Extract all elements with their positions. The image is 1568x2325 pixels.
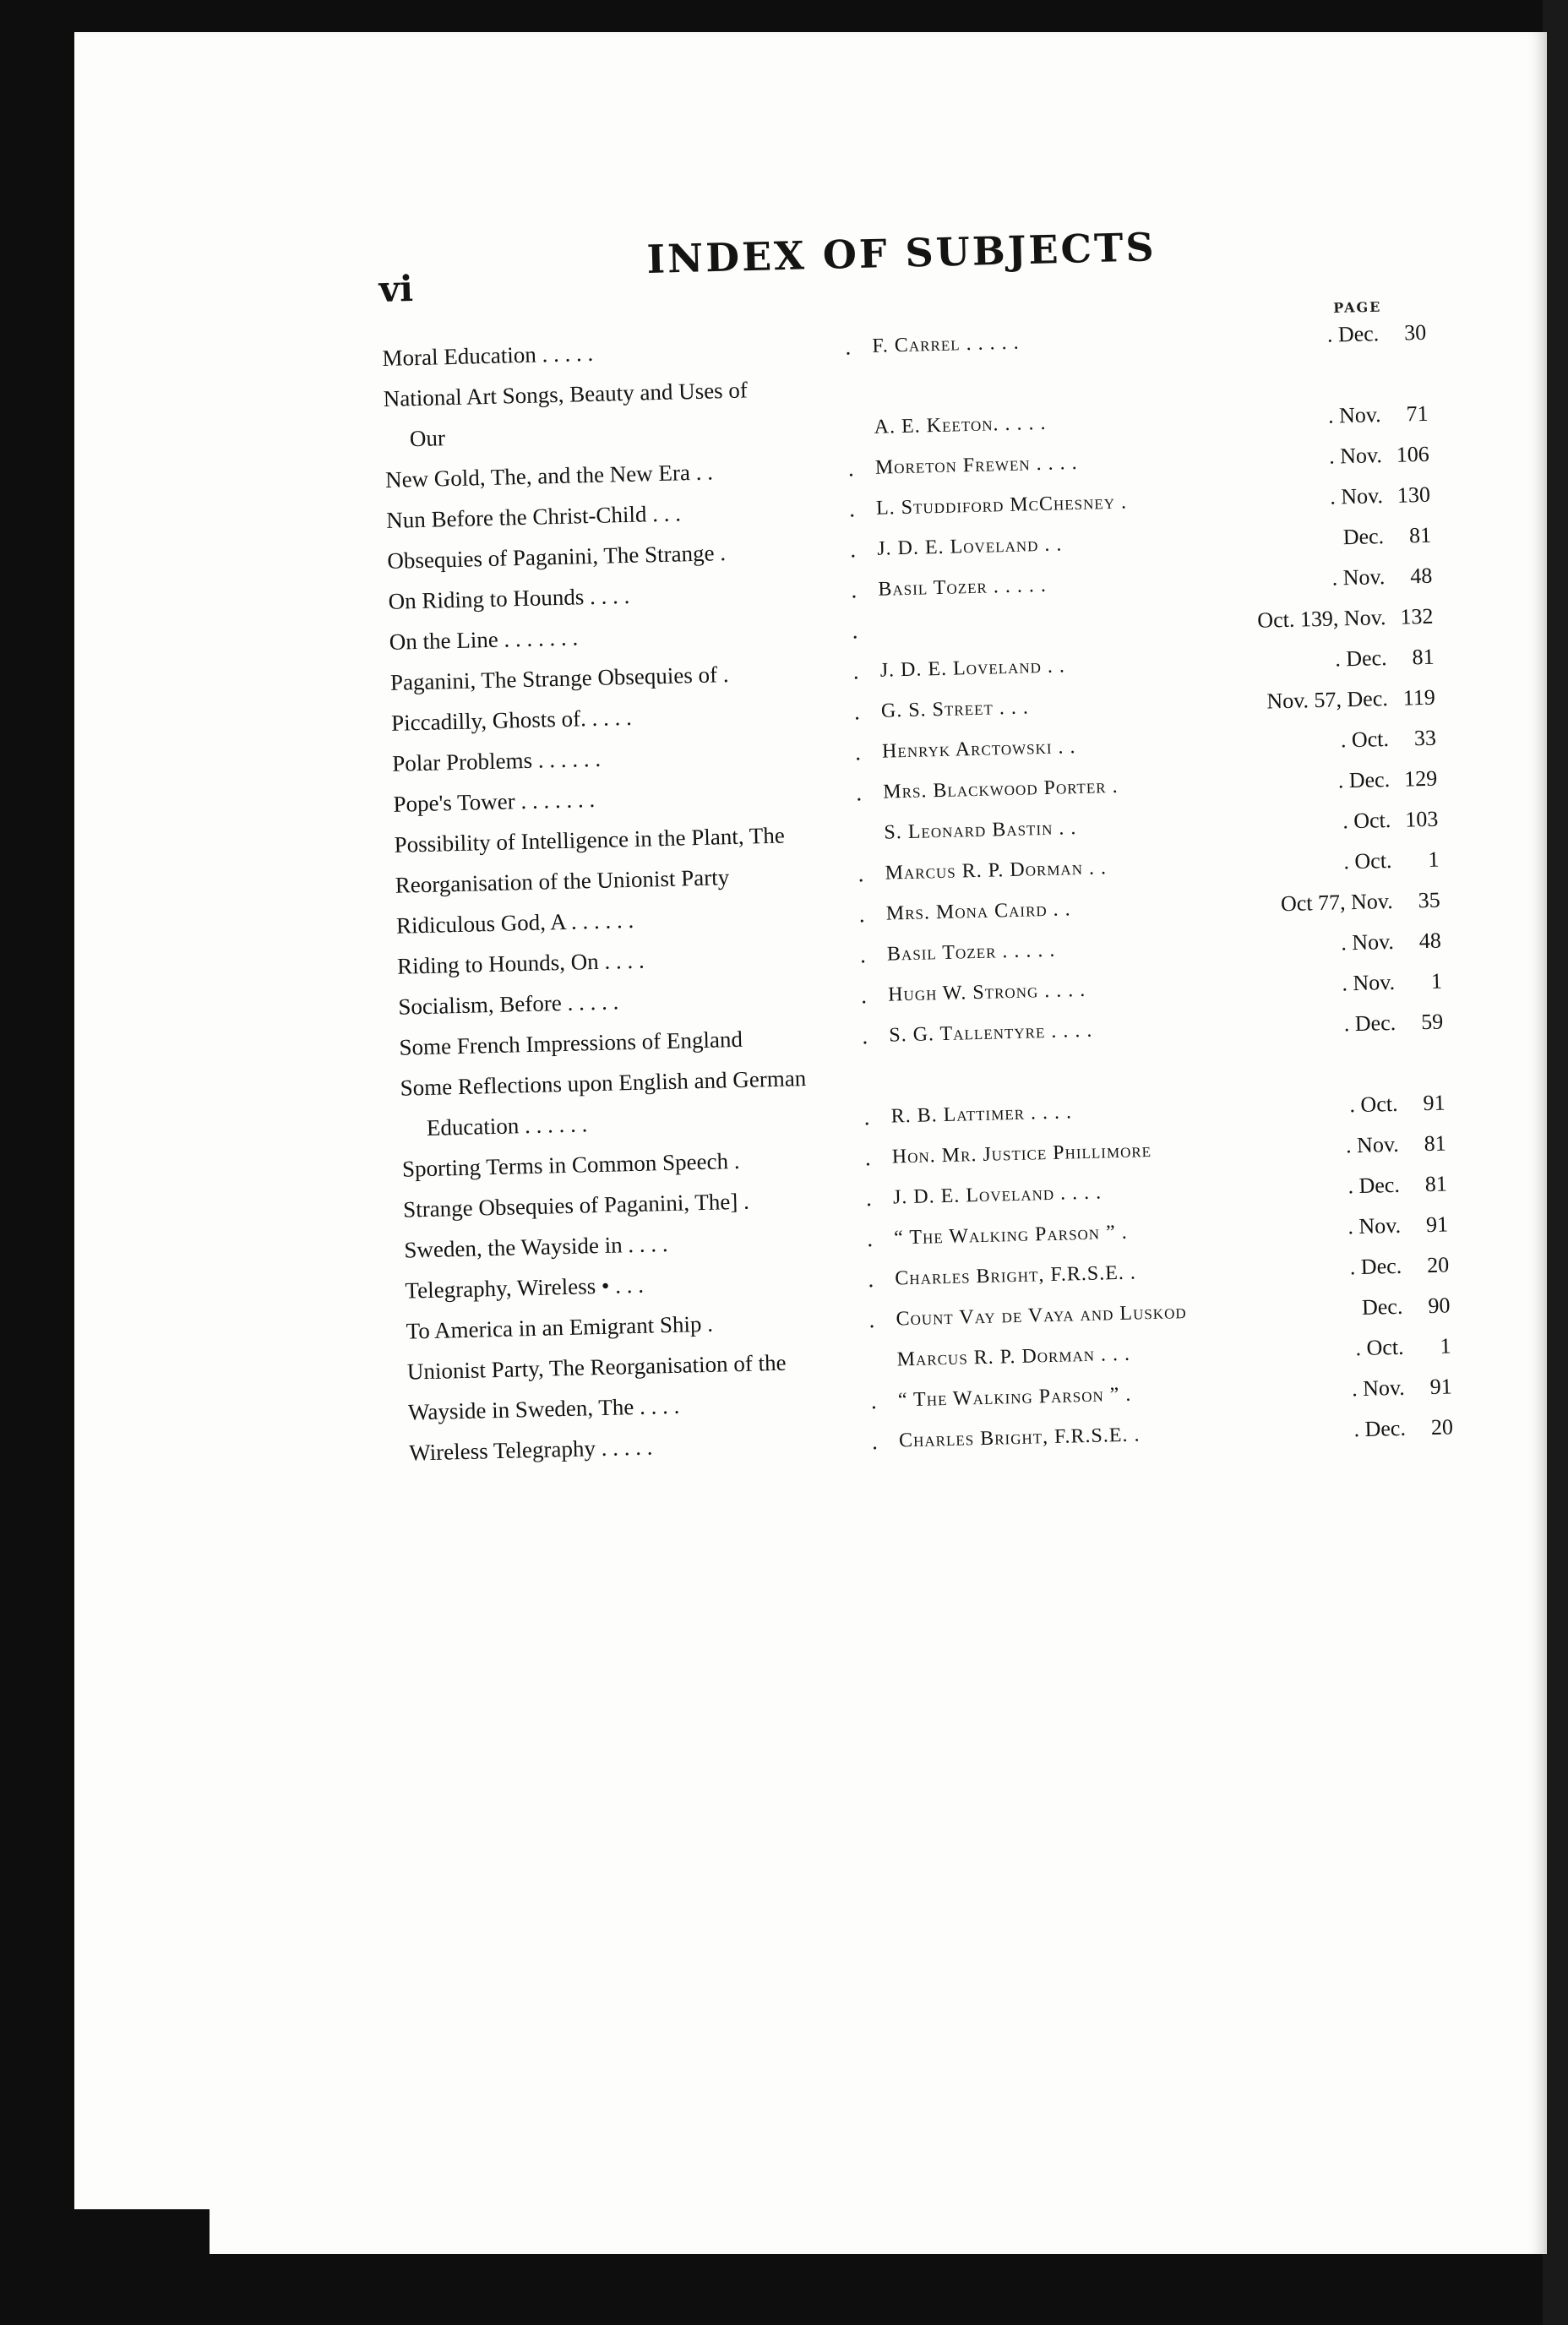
entry-author: “ The Walking Parson ” .: [893, 1221, 1128, 1250]
entry-subject-line: On Riding to Hounds . . . .: [388, 582, 630, 614]
page-folio: vi: [378, 268, 414, 310]
entry-subject-line: Obsequies of Paganini, The Strange .: [387, 540, 727, 574]
entry-issue-date: . Oct.: [1343, 847, 1392, 874]
entry-author: F. Carrel . . . . .: [872, 331, 1020, 357]
entry-leader-dot: .: [851, 577, 858, 603]
entry-author: Mrs. Mona Caird . .: [885, 898, 1071, 925]
entry-subject-line: Unionist Party, The Reorganisation of the: [406, 1349, 787, 1385]
entry-leader-dot: .: [855, 780, 863, 806]
entry-issue-date: . Nov.: [1331, 564, 1386, 591]
entry-page-number: 35: [1418, 887, 1440, 913]
entry-issue-date: . Nov.: [1329, 483, 1384, 509]
entry-page-number: 20: [1430, 1414, 1454, 1440]
entry-subject-line: Polar Problems . . . . . .: [391, 745, 602, 776]
entry-leader-dot: .: [848, 496, 856, 522]
entry-issue-date: . Oct.: [1340, 727, 1390, 753]
entry-author: S. Leonard Bastin . .: [884, 817, 1077, 844]
entry-subject-line: Some French Impressions of England: [399, 1026, 743, 1060]
entry-leader-dot: .: [860, 983, 868, 1009]
entry-issue-date: . Nov.: [1327, 402, 1381, 428]
entry-leader-dot: .: [852, 618, 858, 644]
entry-issue-date: . Nov.: [1345, 1131, 1400, 1158]
scan-corner-shadow: [74, 2209, 210, 2260]
entry-author: Hugh W. Strong . . . .: [887, 978, 1086, 1006]
entry-page-number: 129: [1403, 765, 1438, 792]
entry-leader-dot: .: [858, 901, 865, 928]
entry-subject-continuation: Education . . . . . .: [426, 1111, 588, 1141]
entry-page-number: 91: [1425, 1212, 1449, 1238]
entry-subject-line: Ridiculous God, A . . . . . .: [395, 907, 634, 939]
entry-page-number: 106: [1396, 441, 1430, 467]
entry-subject-line: Sporting Terms in Common Speech .: [401, 1147, 740, 1182]
entry-issue-date: Oct 77, Nov.: [1280, 888, 1393, 917]
entry-issue-date: . Dec.: [1337, 767, 1391, 793]
entry-issue-date: . Nov.: [1328, 443, 1383, 469]
entry-issue-date: Dec.: [1342, 524, 1385, 550]
entry-subject-line: Socialism, Before . . . . .: [397, 988, 619, 1020]
entry-author: Henryk Arctowski . .: [881, 736, 1076, 763]
entry-page-number: 1: [1428, 847, 1440, 872]
entry-issue-date: . Dec.: [1348, 1172, 1401, 1199]
entry-issue-date: . Dec.: [1349, 1253, 1402, 1280]
entry-subject-line: Pope's Tower . . . . . . .: [393, 787, 596, 817]
index-list: [382, 312, 1465, 1473]
entry-leader-dot: .: [858, 861, 864, 887]
entry-page-number: 20: [1426, 1252, 1450, 1278]
entry-page-number: 103: [1404, 806, 1439, 832]
entry-subject-line: Nun Before the Christ-Child . . .: [385, 500, 682, 533]
entry-author: A. E. Keeton. . . . .: [874, 411, 1047, 438]
entry-leader-dot: .: [845, 334, 852, 360]
entry-issue-date: . Nov.: [1348, 1212, 1402, 1239]
entry-author: “ The Walking Parson ” .: [897, 1383, 1132, 1412]
entry-subject-line: Some Reflections upon English and German: [400, 1064, 807, 1101]
entry-author: Moreton Frewen . . . .: [874, 451, 1078, 479]
entry-author: S. G. Tallentyre . . . .: [889, 1019, 1093, 1047]
entry-leader-dot: .: [853, 699, 861, 725]
entry-leader-dot: .: [847, 455, 855, 482]
entry-subject-line: Wireless Telegraphy . . . . .: [408, 1434, 653, 1466]
entry-page-number: 48: [1409, 563, 1433, 589]
entry-leader-dot: .: [859, 942, 867, 968]
entry-issue-date: . Nov.: [1340, 928, 1395, 956]
entry-author: R. B. Lattimer . . . .: [890, 1101, 1073, 1128]
entry-page-number: 59: [1420, 1009, 1444, 1035]
entry-subject-line: Reorganisation of the Unionist Party: [395, 864, 730, 898]
entry-subject-line: New Gold, The, and the New Era . .: [384, 459, 714, 493]
entry-leader-dot: .: [864, 1145, 871, 1171]
entry-author: Count Vay de Vaya and Luskod: [896, 1301, 1187, 1331]
entry-leader-dot: .: [868, 1307, 875, 1333]
entry-subject-line: Sweden, the Wayside in . . . .: [404, 1231, 668, 1263]
entry-page-number: 90: [1428, 1293, 1451, 1319]
entry-page-number: 91: [1429, 1374, 1453, 1400]
entry-issue-date: Oct. 139, Nov.: [1256, 605, 1386, 633]
entry-author: Hon. Mr. Justice Phillimore: [891, 1140, 1152, 1168]
entry-issue-date: . Oct.: [1342, 807, 1391, 834]
entry-subject-line: To America in an Emigrant Ship .: [406, 1310, 714, 1344]
entry-issue-date: . Dec.: [1343, 1010, 1396, 1037]
entry-issue-date: . Oct.: [1349, 1091, 1398, 1118]
entry-subject: [400, 1056, 874, 1149]
entry-leader-dot: .: [866, 1226, 874, 1252]
entry-author: Basil Tozer . . . . .: [886, 939, 1056, 966]
entry-page-number: 81: [1424, 1130, 1447, 1157]
entry-page-number: 71: [1406, 400, 1429, 427]
entry-subject-line: Wayside in Sweden, The . . . .: [407, 1392, 680, 1425]
entry-author: Charles Bright, F.R.S.E. .: [898, 1424, 1141, 1452]
entry-leader-dot: .: [871, 1429, 879, 1455]
entry-subject: [383, 367, 858, 460]
entry-subject-line: National Art Songs, Beauty and Uses of: [383, 377, 749, 411]
entry-issue-date: . Dec.: [1353, 1415, 1407, 1442]
entry-page-number: 81: [1408, 522, 1432, 548]
entry-subject-line: Telegraphy, Wireless • . . .: [405, 1271, 645, 1304]
entry-author: J. D. E. Loveland . .: [876, 533, 1063, 560]
entry-page-number: 30: [1403, 319, 1427, 346]
entry-leader-dot: .: [865, 1185, 873, 1212]
entry-page-number: 81: [1412, 644, 1435, 670]
page-column-label: PAGE: [1333, 298, 1382, 316]
entry-page-number: 33: [1413, 725, 1437, 751]
entry-author: Mrs. Blackwood Porter .: [882, 775, 1119, 803]
entry-issue-date: . Dec.: [1326, 321, 1380, 347]
entry-leader-dot: .: [863, 1104, 870, 1130]
entry-page-number: 130: [1396, 482, 1431, 508]
entry-author: J. D. E. Loveland . . . .: [892, 1181, 1102, 1209]
entry-subject-line: On the Line . . . . . . .: [389, 624, 579, 655]
entry-subject-line: Moral Education . . . . .: [382, 340, 594, 371]
entry-author: Marcus R. P. Dorman . .: [885, 857, 1108, 885]
entry-author: G. S. Street . . .: [880, 696, 1030, 722]
entry-leader-dot: .: [870, 1388, 878, 1414]
entry-subject-line: Riding to Hounds, On . . . .: [396, 947, 645, 979]
entry-leader-dot: .: [861, 1023, 868, 1049]
entry-issue-date: . Dec.: [1334, 645, 1387, 672]
entry-issue-date: . Nov.: [1342, 969, 1396, 996]
entry-subject-line: Possibility of Intelligence in the Plant, The: [394, 822, 786, 858]
entry-page-number: 48: [1418, 928, 1442, 954]
entry-issue-date: Nov. 57, Dec.: [1266, 686, 1389, 714]
entry-author: Charles Bright, F.R.S.E. .: [895, 1261, 1137, 1290]
entry-issue-date: Dec.: [1361, 1293, 1403, 1320]
entry-subject-line: Strange Obsequies of Paganini, The] .: [402, 1188, 750, 1222]
entry-subject-continuation: Our: [409, 425, 446, 452]
entry-subject-line: Piccadilly, Ghosts of. . . . .: [390, 704, 633, 736]
entry-page-number: 1: [1440, 1333, 1451, 1359]
entry-leader-dot: .: [854, 739, 862, 765]
entry-page-number: 132: [1400, 603, 1434, 629]
entry-issue-date: . Oct.: [1355, 1334, 1404, 1361]
entry-leader-dot: .: [849, 536, 857, 563]
entry-page-number: 119: [1402, 684, 1436, 711]
entry-leader-dot: .: [852, 658, 859, 684]
entry-author: J. D. E. Loveland . .: [879, 655, 1066, 682]
entry-leader-dot: .: [868, 1266, 874, 1293]
entry-issue-date: . Nov.: [1351, 1375, 1406, 1402]
entry-author: L. Studdiford McChesney .: [875, 491, 1128, 520]
entry-author: Basil Tozer . . . . .: [878, 574, 1048, 601]
entry-page-number: 91: [1423, 1090, 1446, 1116]
entry-page-number: 1: [1430, 968, 1443, 994]
page-title: INDEX OF SUBJECTS: [646, 224, 1157, 282]
entry-subject-line: Paganini, The Strange Obsequies of .: [389, 662, 729, 695]
entry-author: Marcus R. P. Dorman . . .: [896, 1342, 1131, 1371]
entry-page-number: 81: [1424, 1171, 1448, 1197]
